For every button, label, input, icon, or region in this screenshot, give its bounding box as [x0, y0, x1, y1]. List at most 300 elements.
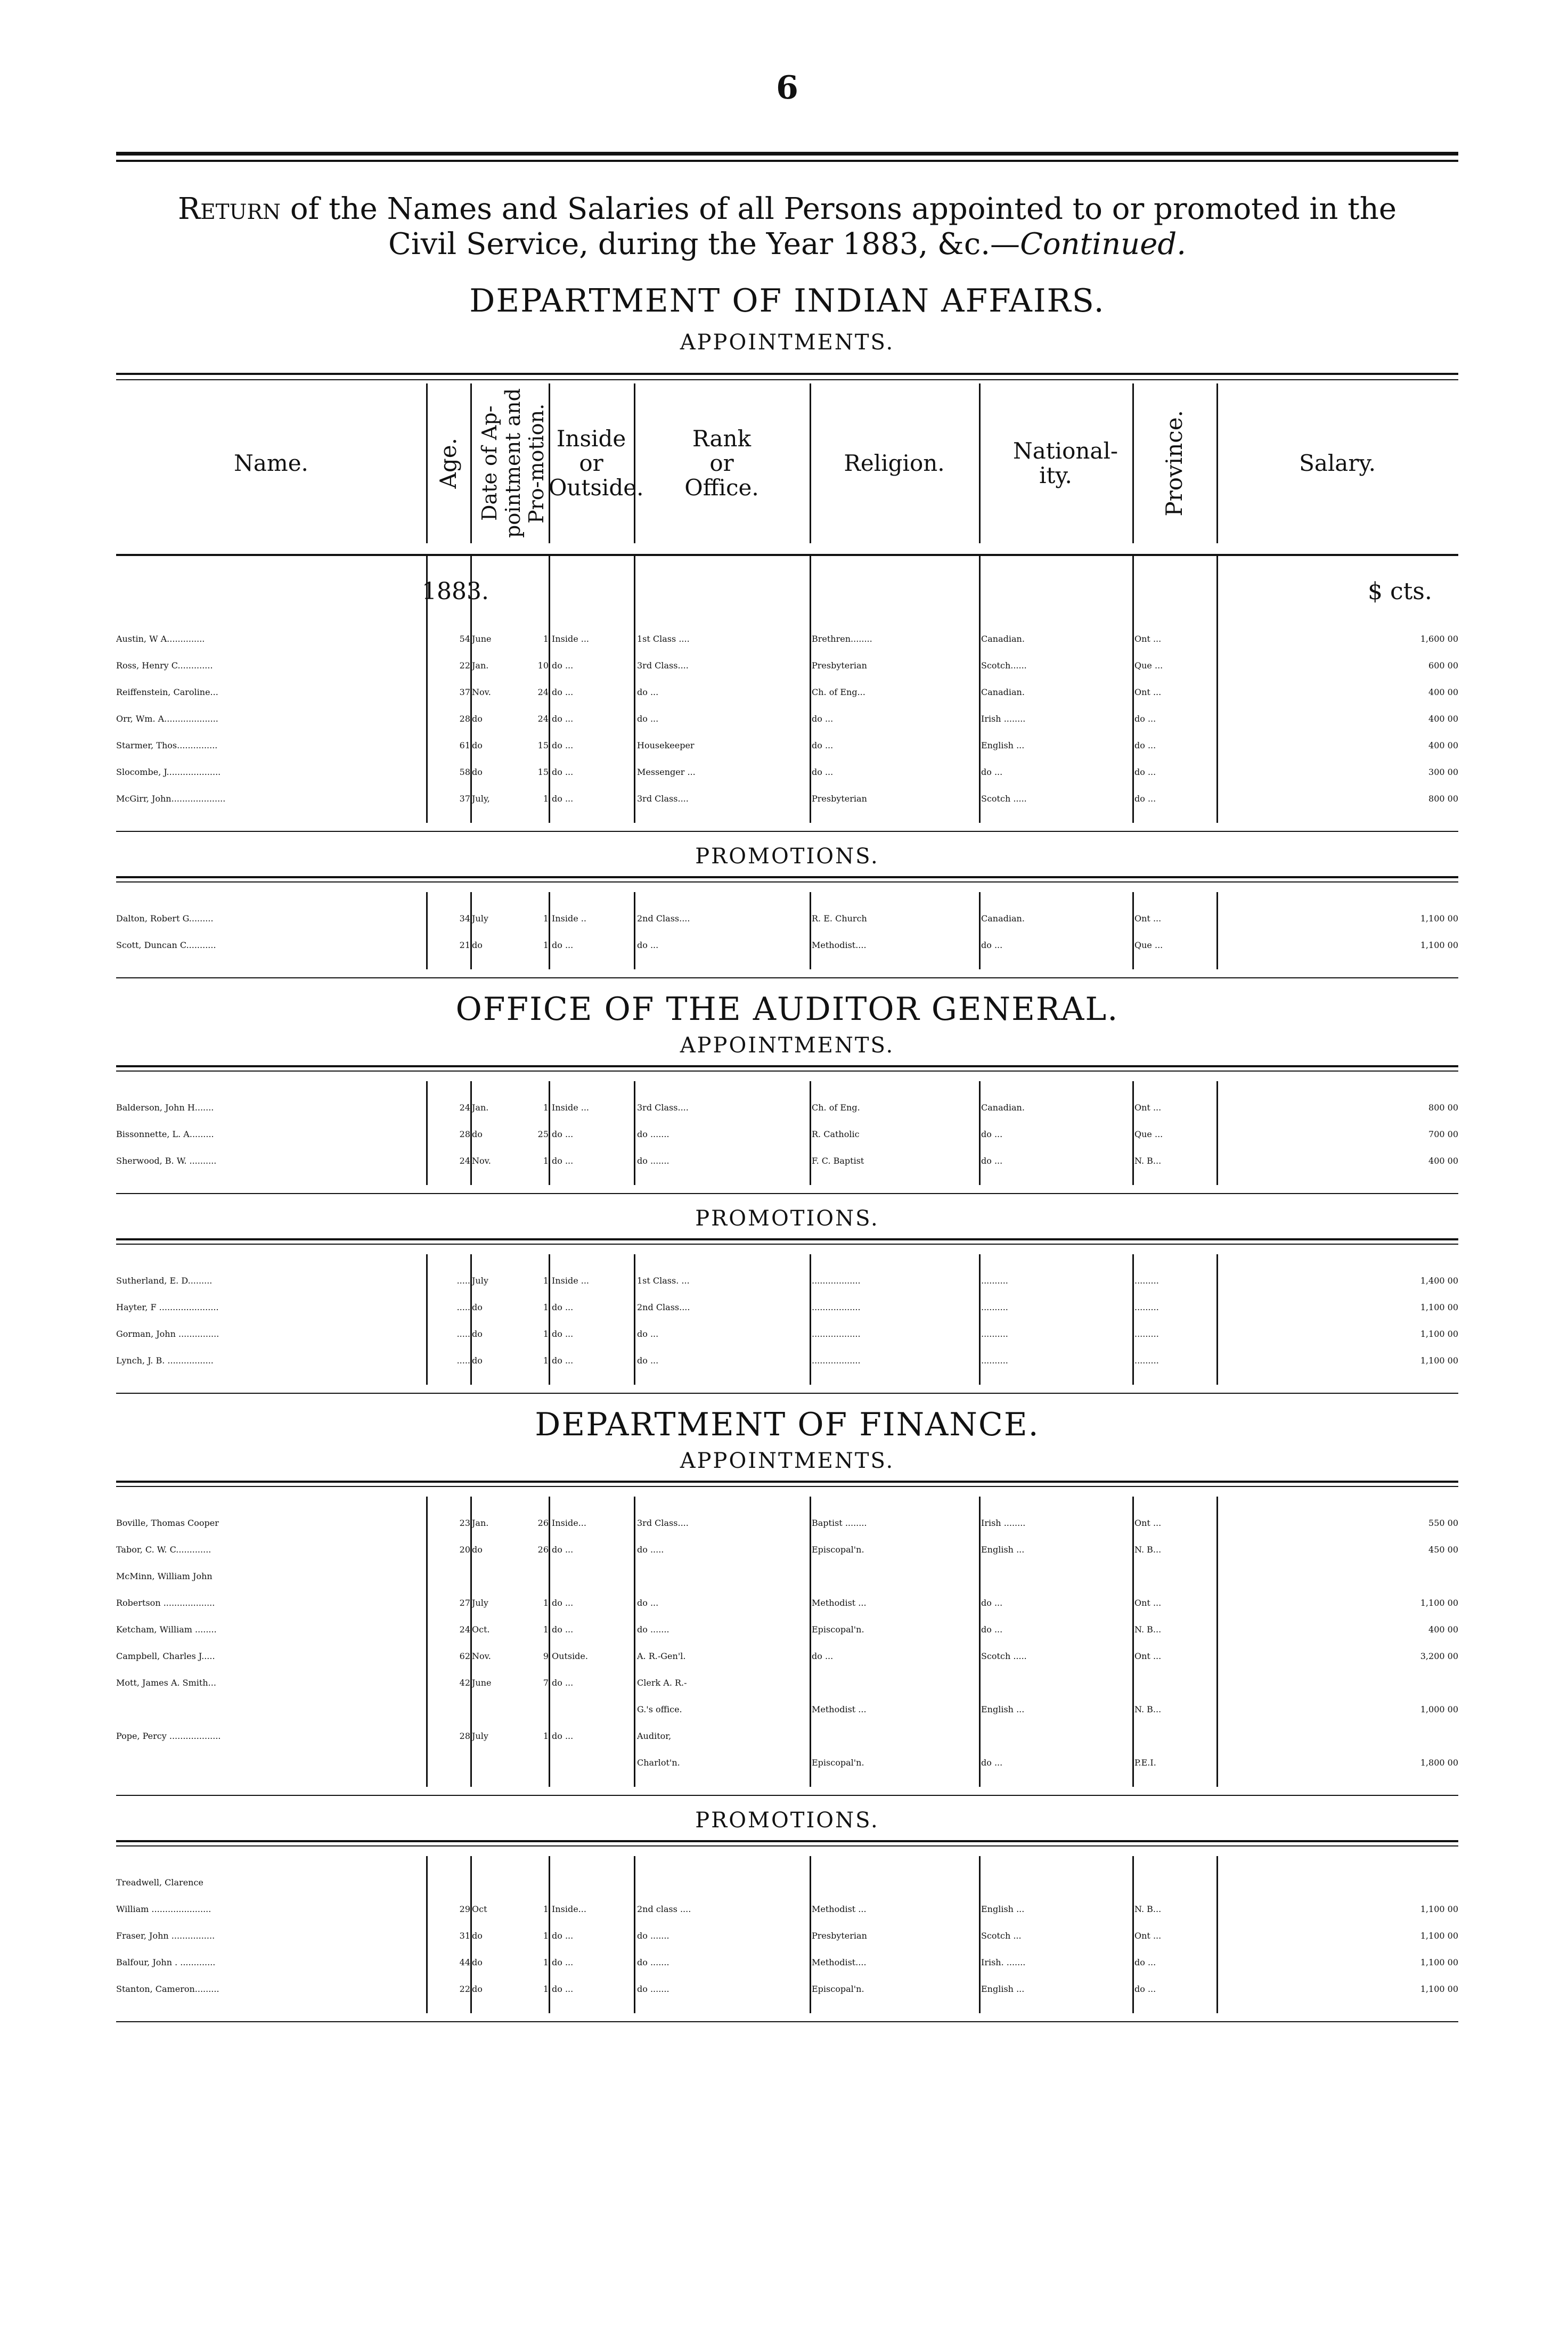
cell-province: ......... — [1134, 1329, 1159, 1339]
cell-io: do ... — [552, 714, 574, 724]
table-rule — [116, 1840, 1458, 1842]
column-divider — [1132, 555, 1134, 614]
cell-month: do — [472, 1302, 483, 1312]
cell-salary: 1,100 00 — [1420, 1598, 1458, 1608]
cell-province: Ont ... — [1134, 634, 1162, 644]
table-rule — [116, 1238, 1458, 1240]
cell-age: ..... — [456, 1302, 470, 1312]
cell-io: Inside ... — [552, 1102, 590, 1113]
cell-month: Nov. — [472, 1651, 491, 1661]
cell-age: 34 — [459, 913, 470, 924]
column-divider — [634, 1856, 635, 2013]
column-divider — [549, 1497, 550, 1787]
cell-province: do ... — [1134, 1957, 1156, 1967]
cell-religion: Episcopal'n. — [812, 1545, 864, 1555]
year-label: 1883. — [422, 578, 489, 605]
column-divider — [549, 1254, 550, 1385]
group-heading: APPOINTMENTS. — [680, 1033, 895, 1058]
cell-salary: 1,100 00 — [1420, 1904, 1458, 1914]
cell-salary: 550 00 — [1428, 1518, 1458, 1528]
cell-name: Fraser, John ................ — [116, 1931, 215, 1941]
table-rule — [116, 1393, 1458, 1394]
cell-day: 1 — [543, 1904, 549, 1914]
cell-name: Hayter, F ...................... — [116, 1302, 219, 1312]
column-header-name — [116, 383, 426, 543]
cell-name: Balfour, John . ............. — [116, 1957, 216, 1967]
cell-name: Sutherland, E. D......... — [116, 1276, 213, 1286]
cell-io: do ... — [552, 1355, 574, 1366]
cell-province: Ont ... — [1134, 1102, 1162, 1113]
cell-nationality: English ... — [981, 1904, 1025, 1914]
table-row — [116, 1670, 1458, 1696]
cell-day: 1 — [543, 1156, 549, 1166]
column-header-nationality-label: National-ity. — [1013, 438, 1118, 488]
cell-month: do — [472, 1957, 483, 1967]
cell-nationality: .......... — [981, 1329, 1008, 1339]
cell-io: do ... — [552, 767, 574, 777]
cell-age: 23 — [459, 1518, 470, 1528]
column-divider — [1132, 1856, 1134, 2013]
table-rule — [116, 1481, 1458, 1483]
table-rule — [116, 1845, 1458, 1846]
column-divider — [1132, 1254, 1134, 1385]
column-divider — [1216, 1254, 1218, 1385]
cell-month: Oct — [472, 1904, 487, 1914]
column-divider — [1216, 1856, 1218, 2013]
column-divider — [549, 612, 550, 823]
column-divider — [979, 555, 981, 614]
group-heading: APPOINTMENTS. — [680, 330, 895, 355]
column-divider — [634, 1254, 635, 1385]
cell-age: 22 — [459, 660, 470, 671]
column-divider — [634, 1497, 635, 1787]
column-divider — [426, 1254, 428, 1385]
cell-day: 1 — [543, 1731, 549, 1741]
column-divider — [549, 555, 550, 614]
column-divider — [979, 612, 981, 823]
column-header-province-label: Province. — [1161, 410, 1187, 517]
cell-month: do — [472, 1545, 483, 1555]
cell-salary: 3,200 00 — [1420, 1651, 1458, 1661]
column-divider — [549, 892, 550, 969]
cell-month: do — [472, 1984, 483, 1994]
cell-day: 7 — [543, 1678, 549, 1688]
cell-name: McGirr, John.................... — [116, 794, 226, 804]
cell-province: N. B... — [1134, 1624, 1162, 1635]
cell-io: do ... — [552, 1156, 574, 1166]
cell-rank: 3rd Class.... — [637, 660, 689, 671]
cell-nationality: do ... — [981, 1129, 1003, 1139]
cell-month: July — [472, 1276, 488, 1286]
cell-salary: 450 00 — [1428, 1545, 1458, 1555]
cell-age: 37 — [459, 687, 470, 697]
column-divider — [1216, 1497, 1218, 1787]
column-divider — [810, 1081, 811, 1185]
table-row — [116, 706, 1458, 732]
table-row — [116, 932, 1458, 959]
page-number: 6 — [776, 69, 798, 107]
cell-religion: Ch. of Eng. — [812, 1102, 860, 1113]
cell-io: do ... — [552, 1731, 574, 1741]
cell-rank: Clerk A. R.- — [637, 1678, 687, 1688]
currency-label: $ cts. — [1368, 578, 1432, 605]
cell-name: Slocombe, J.................... — [116, 767, 221, 777]
cell-religion: Baptist ........ — [812, 1518, 867, 1528]
column-divider — [810, 1254, 811, 1385]
column-divider — [1216, 555, 1218, 614]
column-divider — [426, 383, 428, 543]
cell-age: 24 — [459, 1156, 470, 1166]
column-header-date-label: Date of Ap-pointment and Pro-motion. — [477, 388, 548, 538]
cell-salary: 1,400 00 — [1420, 1276, 1458, 1286]
cell-province: ......... — [1134, 1302, 1159, 1312]
cell-age: 42 — [459, 1678, 470, 1688]
cell-day: 1 — [543, 1102, 549, 1113]
table-row — [116, 1696, 1458, 1723]
table-row — [116, 1094, 1458, 1121]
cell-month: Oct. — [472, 1624, 490, 1635]
table-rule — [116, 1795, 1458, 1796]
cell-month: do — [472, 1329, 483, 1339]
column-divider — [979, 1856, 981, 2013]
column-header-religion — [810, 383, 979, 543]
cell-salary: 400 00 — [1428, 740, 1458, 750]
column-divider — [1216, 383, 1218, 543]
cell-day: 15 — [537, 767, 549, 777]
cell-salary: 400 00 — [1428, 714, 1458, 724]
cell-name: Dalton, Robert G......... — [116, 913, 214, 924]
cell-nationality: Canadian. — [981, 913, 1025, 924]
table-row — [116, 1643, 1458, 1670]
cell-nationality: Irish ........ — [981, 1518, 1026, 1528]
table-row — [116, 905, 1458, 932]
column-header-province — [1132, 383, 1216, 543]
cell-io: do ... — [552, 1129, 574, 1139]
cell-rank: Housekeeper — [637, 740, 695, 750]
cell-name: Scott, Duncan C........... — [116, 940, 216, 950]
column-divider — [470, 1081, 472, 1185]
cell-io: Inside .. — [552, 913, 586, 924]
table-row — [116, 1510, 1458, 1537]
cell-day: 10 — [537, 660, 549, 671]
cell-name: Reiffenstein, Caroline... — [116, 687, 218, 697]
cell-religion: Presbyterian — [812, 1931, 867, 1941]
column-divider — [979, 1081, 981, 1185]
table-row — [116, 786, 1458, 812]
cell-rank: do ... — [637, 714, 659, 724]
column-divider — [470, 1254, 472, 1385]
cell-rank: do ... — [637, 1355, 659, 1366]
cell-io: do ... — [552, 1678, 574, 1688]
cell-age: 62 — [459, 1651, 470, 1661]
column-divider — [810, 892, 811, 969]
cell-province: Ont ... — [1134, 1931, 1162, 1941]
column-header-row — [116, 383, 1458, 543]
cell-day: 26 — [537, 1545, 549, 1555]
column-divider — [470, 892, 472, 969]
top-rule — [116, 152, 1458, 156]
cell-rank: 3rd Class.... — [637, 1102, 689, 1113]
cell-province: N. B... — [1134, 1156, 1162, 1166]
cell-religion: Episcopal'n. — [812, 1758, 864, 1768]
column-divider — [1132, 383, 1134, 543]
cell-month: Nov. — [472, 687, 491, 697]
cell-io: Inside ... — [552, 1276, 590, 1286]
column-header-salary — [1216, 383, 1458, 543]
cell-age: 24 — [459, 1624, 470, 1635]
cell-day: 15 — [537, 740, 549, 750]
cell-name: Bissonnette, L. A......... — [116, 1129, 214, 1139]
table-row — [116, 1949, 1458, 1976]
cell-rank: do ....... — [637, 1931, 669, 1941]
cell-name: Ketcham, William ........ — [116, 1624, 217, 1635]
cell-month: Nov. — [472, 1156, 491, 1166]
cell-rank: G.'s office. — [637, 1704, 682, 1714]
table-row — [116, 1268, 1458, 1294]
column-divider — [634, 892, 635, 969]
column-divider — [810, 383, 811, 543]
column-divider — [426, 1856, 428, 2013]
cell-rank: 2nd Class.... — [637, 1302, 690, 1312]
cell-month: do — [472, 940, 483, 950]
cell-month: do — [472, 740, 483, 750]
column-divider — [1132, 1081, 1134, 1185]
cell-io: Inside... — [552, 1904, 586, 1914]
cell-day: 1 — [543, 1598, 549, 1608]
cell-salary: 800 00 — [1428, 794, 1458, 804]
cell-salary: 1,100 00 — [1420, 1984, 1458, 1994]
cell-province: P.E.I. — [1134, 1758, 1156, 1768]
cell-month: July — [472, 1731, 488, 1741]
column-divider — [426, 1497, 428, 1787]
table-row — [116, 759, 1458, 786]
cell-io: do ... — [552, 1957, 574, 1967]
cell-nationality: Canadian. — [981, 687, 1025, 697]
cell-month: Jan. — [472, 1102, 489, 1113]
cell-salary: 1,100 00 — [1420, 913, 1458, 924]
cell-day: 1 — [543, 1329, 549, 1339]
cell-day: 9 — [543, 1651, 549, 1661]
column-header-age — [426, 383, 470, 543]
column-divider — [470, 612, 472, 823]
cell-religion: .................. — [812, 1302, 861, 1312]
table-row — [116, 1590, 1458, 1616]
column-divider — [634, 383, 635, 543]
column-divider — [1132, 892, 1134, 969]
table-rule — [116, 1071, 1458, 1072]
cell-day: 24 — [537, 714, 549, 724]
cell-age: 24 — [459, 1102, 470, 1113]
table-row — [116, 1976, 1458, 2003]
cell-month: June — [472, 1678, 492, 1688]
cell-rank: 2nd Class.... — [637, 913, 690, 924]
column-divider — [1216, 612, 1218, 823]
table-row — [116, 1563, 1458, 1590]
top-rule-thin — [116, 160, 1458, 162]
cell-month: June — [472, 634, 492, 644]
table-row — [116, 652, 1458, 679]
cell-month: July, — [472, 794, 490, 804]
group-heading: APPOINTMENTS. — [680, 1449, 895, 1473]
cell-nationality: do ... — [981, 1758, 1003, 1768]
cell-name: McMinn, William John — [116, 1571, 213, 1581]
cell-religion: do ... — [812, 714, 834, 724]
table-row — [116, 1923, 1458, 1949]
cell-day: 1 — [543, 634, 549, 644]
table-row — [116, 626, 1458, 652]
cell-name: Boville, Thomas Cooper — [116, 1518, 219, 1528]
cell-salary: 400 00 — [1428, 1156, 1458, 1166]
cell-age: 27 — [459, 1598, 470, 1608]
cell-nationality: Scotch...... — [981, 660, 1027, 671]
cell-religion: .................. — [812, 1355, 861, 1366]
cell-name: Lynch, J. B. ................. — [116, 1355, 214, 1366]
cell-salary: 1,000 00 — [1420, 1704, 1458, 1714]
title-lead: Return — [178, 192, 281, 226]
cell-salary: 1,600 00 — [1420, 634, 1458, 644]
department-title: DEPARTMENT OF FINANCE. — [535, 1406, 1040, 1443]
cell-rank: do ....... — [637, 1624, 669, 1635]
cell-nationality: English ... — [981, 1704, 1025, 1714]
cell-nationality: Scotch ..... — [981, 1651, 1027, 1661]
column-header-name-label: Name. — [234, 450, 308, 476]
department-title: DEPARTMENT OF INDIAN AFFAIRS. — [469, 282, 1105, 320]
table-row — [116, 1347, 1458, 1374]
table-row — [116, 1723, 1458, 1750]
cell-rank: do ... — [637, 940, 659, 950]
group-heading: PROMOTIONS. — [695, 1808, 879, 1833]
table-row — [116, 732, 1458, 759]
cell-month: July — [472, 1598, 488, 1608]
column-divider — [426, 892, 428, 969]
table-row — [116, 1750, 1458, 1776]
cell-name: Treadwell, Clarence — [116, 1877, 203, 1888]
cell-age: ..... — [456, 1329, 470, 1339]
table-rule — [116, 373, 1458, 375]
title-line2: Civil Service, during the Year 1883, &c.— — [388, 227, 1020, 262]
cell-salary: 600 00 — [1428, 660, 1458, 671]
cell-province: do ... — [1134, 794, 1156, 804]
cell-religion: do ... — [812, 1651, 834, 1661]
cell-rank: do ....... — [637, 1156, 669, 1166]
cell-day: 1 — [543, 1984, 549, 1994]
cell-name: Robertson ................... — [116, 1598, 215, 1608]
cell-religion: .................. — [812, 1276, 861, 1286]
cell-nationality: do ... — [981, 940, 1003, 950]
column-divider — [634, 555, 635, 614]
column-header-rank — [634, 383, 810, 543]
table-row — [116, 679, 1458, 706]
cell-nationality: English ... — [981, 1984, 1025, 1994]
table-row — [116, 1616, 1458, 1643]
cell-name: William ...................... — [116, 1904, 211, 1914]
table-rule — [116, 2021, 1458, 2022]
cell-province: Que ... — [1134, 1129, 1163, 1139]
cell-salary: 1,100 00 — [1420, 1355, 1458, 1366]
cell-salary: 1,100 00 — [1420, 1957, 1458, 1967]
cell-day: 1 — [543, 913, 549, 924]
column-divider — [470, 555, 472, 614]
cell-nationality: do ... — [981, 1598, 1003, 1608]
cell-month: July — [472, 913, 488, 924]
cell-month: do — [472, 1129, 483, 1139]
cell-day: 1 — [543, 1957, 549, 1967]
cell-name: Ross, Henry C............. — [116, 660, 213, 671]
cell-province: Ont ... — [1134, 687, 1162, 697]
cell-day: 26 — [537, 1518, 549, 1528]
cell-province: ......... — [1134, 1355, 1159, 1366]
column-divider — [979, 892, 981, 969]
cell-day: 1 — [543, 1931, 549, 1941]
column-divider — [634, 1081, 635, 1185]
cell-religion: Methodist.... — [812, 1957, 867, 1967]
cell-rank: A. R.-Gen'l. — [637, 1651, 686, 1661]
cell-salary: 1,100 00 — [1420, 940, 1458, 950]
table-rule — [116, 1065, 1458, 1067]
cell-religion: Methodist ... — [812, 1598, 867, 1608]
group-heading: PROMOTIONS. — [695, 844, 879, 869]
cell-nationality: .......... — [981, 1276, 1008, 1286]
cell-nationality: English ... — [981, 1545, 1025, 1555]
table-rule — [116, 876, 1458, 878]
cell-rank: do ....... — [637, 1957, 669, 1967]
cell-day: 1 — [543, 940, 549, 950]
cell-io: do ... — [552, 1302, 574, 1312]
column-divider — [1132, 612, 1134, 823]
department-title: OFFICE OF THE AUDITOR GENERAL. — [455, 991, 1119, 1028]
cell-age: 28 — [459, 1129, 470, 1139]
cell-rank: do ... — [637, 687, 659, 697]
cell-province: Ont ... — [1134, 913, 1162, 924]
cell-io: do ... — [552, 740, 574, 750]
cell-age: 31 — [459, 1931, 470, 1941]
cell-age: 22 — [459, 1984, 470, 1994]
column-divider — [979, 1497, 981, 1787]
cell-rank: Charlot'n. — [637, 1758, 680, 1768]
cell-salary: 1,100 00 — [1420, 1931, 1458, 1941]
group-heading: PROMOTIONS. — [695, 1206, 879, 1231]
cell-rank: do ... — [637, 1598, 659, 1608]
cell-religion: Ch. of Eng... — [812, 687, 865, 697]
title-continued: Continued. — [1020, 227, 1187, 262]
cell-rank: do ... — [637, 1329, 659, 1339]
cell-nationality: do ... — [981, 767, 1003, 777]
cell-province: do ... — [1134, 740, 1156, 750]
cell-name: Campbell, Charles J..... — [116, 1651, 215, 1661]
cell-nationality: Irish. ....... — [981, 1957, 1026, 1967]
column-divider — [426, 612, 428, 823]
cell-nationality: English ... — [981, 740, 1025, 750]
cell-name: Balderson, John H....... — [116, 1102, 214, 1113]
cell-rank: do ....... — [637, 1129, 669, 1139]
cell-io: do ... — [552, 1984, 574, 1994]
cell-io: Outside. — [552, 1651, 588, 1661]
column-header-nationality — [979, 383, 1132, 543]
column-header-rank-label: Rank or Office. — [684, 426, 759, 501]
cell-province: Ont ... — [1134, 1598, 1162, 1608]
cell-io: do ... — [552, 1598, 574, 1608]
cell-salary: 1,100 00 — [1420, 1302, 1458, 1312]
cell-rank: 2nd class .... — [637, 1904, 691, 1914]
table-rule — [116, 1193, 1458, 1194]
table-rule — [116, 554, 1458, 556]
cell-religion: R. Catholic — [812, 1129, 860, 1139]
cell-name: Austin, W A.............. — [116, 634, 205, 644]
column-divider — [810, 555, 811, 614]
cell-age: 37 — [459, 794, 470, 804]
column-header-religion-label: Religion. — [844, 450, 945, 476]
table-row — [116, 1869, 1458, 1896]
